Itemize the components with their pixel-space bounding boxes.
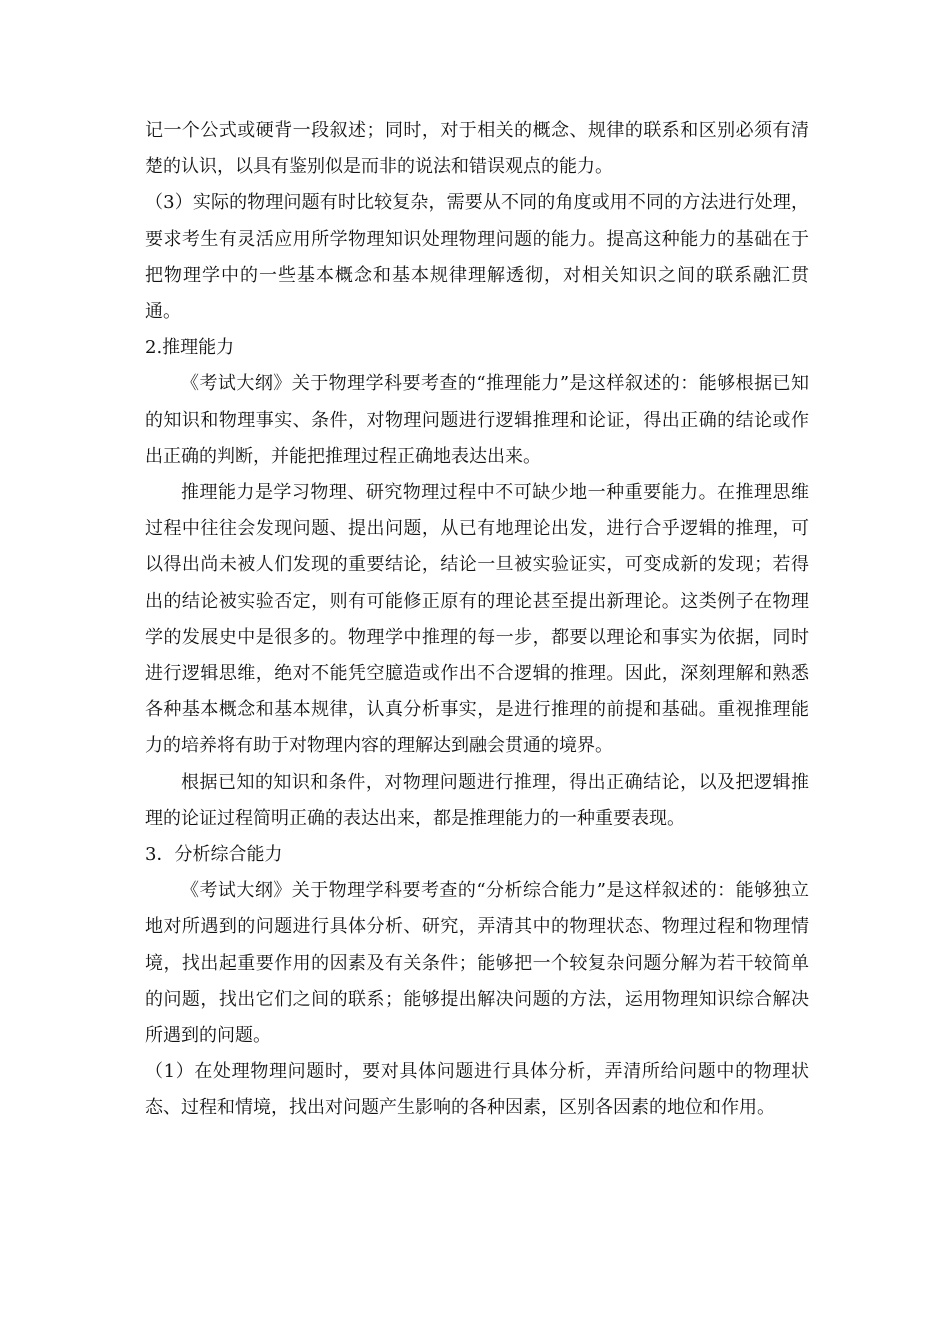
paragraph-item-3: （3）实际的物理问题有时比较复杂，需要从不同的角度或用不同的方法进行处理，要求考生有灵活应用所学物理知识处理物理问题的能力。提高这种能力的基础在于把物理学中的一些基本概念和基本规律理解透彻，对相关知识之间的联系融汇贯通。	[145, 192, 809, 323]
section-heading-reasoning: 2.推理能力	[145, 337, 235, 359]
paragraph-reasoning-summary: 根据已知的知识和条件，对物理问题进行推理，得出正确结论，以及把逻辑推理的论证过程简明正确的表达出来，都是推理能力的一种重要表现。	[145, 771, 809, 829]
paragraph-analysis-definition: 《考试大纲》关于物理学科要考查的“分析综合能力”是这样叙述的：能够独立地对所遇到的问题进行具体分析、研究，弄清其中的物理状态、物理过程和物理情境，找出起重要作用的因素及有关条件；能够把一个较复杂问题分解为若干较简单的问题，找出它们之间的联系；能够提出解决问题的方法，运用物理知识综合解决所遇到的问题。	[145, 880, 809, 1047]
section-heading-analysis: 3．分析综合能力	[145, 844, 283, 866]
paragraph-reasoning-importance: 推理能力是学习物理、研究物理过程中不可缺少地一种重要能力。在推理思维过程中往往会发现问题、提出问题，从已有地理论出发，进行合乎逻辑的推理，可以得出尚未被人们发现的重要结论，结论一旦被实验证实，可变成新的发现；若得出的结论被实验否定，则有可能修正原有的理论甚至提出新理论。这类例子在物理学的发展史中是很多的。物理学中推理的每一步，都要以理论和事实为依据，同时进行逻辑思维，绝对不能凭空臆造或作出不合逻辑的推理。因此，深刻理解和熟悉各种基本概念和基本规律，认真分析事实，是进行推理的前提和基础。重视推理能力的培养将有助于对物理内容的理解达到融会贯通的境界。	[145, 482, 809, 757]
paragraph-analysis-item-1: （1）在处理物理问题时，要对具体问题进行具体分析，弄清所给问题中的物理状态、过程和情境，找出对问题产生影响的各种因素，区别各因素的地位和作用。	[145, 1061, 809, 1119]
paragraph-reasoning-definition: 《考试大纲》关于物理学科要考查的“推理能力”是这样叙述的：能够根据已知的知识和物理事实、条件，对物理问题进行逻辑推理和论证，得出正确的结论或作出正确的判断，并能把推理过程正确地表达出来。	[145, 373, 809, 467]
document-page	[145, 113, 809, 1127]
paragraph-continuation: 记一个公式或硬背一段叙述；同时，对于相关的概念、规律的联系和区别必须有清楚的认识，以具有鉴别似是而非的说法和错误观点的能力。	[145, 120, 809, 178]
